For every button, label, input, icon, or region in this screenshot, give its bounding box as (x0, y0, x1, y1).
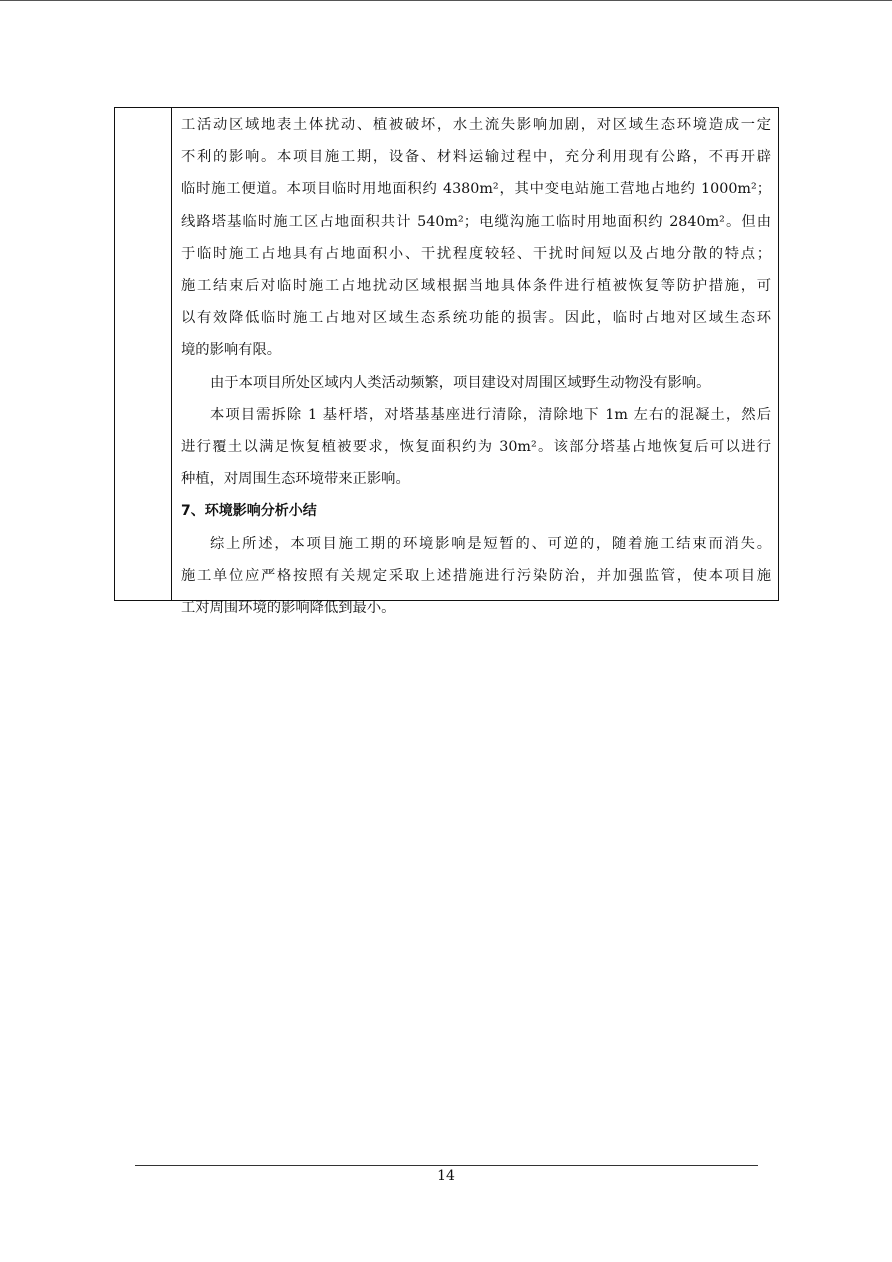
paragraph-line: 线路塔基临时施工区占地面积共计 540m²；电缆沟施工临时用地面积约 2840m²。但由 (181, 213, 771, 230)
paragraph-line: 临时施工便道。本项目临时用地面积约 4380m²，其中变电站施工营地占地约 1000m²； (181, 181, 771, 198)
table-label-column (115, 108, 172, 600)
summary-line: 综上所述，本项目施工期的环境影响是短暂的、可逆的，随着施工结束而消失。 (210, 535, 771, 552)
top-edge-rule (0, 0, 892, 1)
paragraph-line: 施工结束后对临时施工占地扰动区域根据当地具体条件进行植被恢复等防护措施，可 (181, 278, 771, 295)
summary-line: 工对周围环境的影响降低到最小。 (181, 600, 396, 617)
footer-rule (135, 1165, 758, 1166)
paragraph-line: 由于本项目所处区域内人类活动频繁，项目建设对周围区域野生动物没有影响。 (210, 374, 711, 391)
paragraph-line: 进行覆土以满足恢复植被要求，恢复面积约为 30m²。该部分塔基占地恢复后可以进行 (181, 439, 771, 456)
content-table (114, 107, 779, 617)
paragraph-line: 以有效降低临时施工占地对区域生态系统功能的损害。因此，临时占地对区域生态环 (181, 310, 771, 327)
paragraph-line: 境的影响有限。 (181, 342, 282, 359)
paragraph-line: 不利的影响。本项目施工期，设备、材料运输过程中，充分利用现有公路，不再开辟 (181, 149, 771, 166)
summary-line: 施工单位应严格按照有关规定采取上述措施进行污染防治，并加强监管，使本项目施 (181, 567, 771, 584)
paragraph-line: 本项目需拆除 1 基杆塔，对塔基基座进行清除，清除地下 1m 左右的混凝土，然后 (210, 406, 771, 423)
page-number: 14 (437, 1168, 455, 1184)
paragraph-line: 于临时施工占地具有占地面积小、干扰程度较轻、干扰时间短以及占地分散的特点； (181, 245, 771, 262)
section-heading: 7、环境影响分析小结 (181, 503, 317, 520)
table-content-cell (172, 108, 778, 617)
paragraph-line: 工活动区域地表土体扰动、植被破坏，水土流失影响加剧，对区域生态环境造成一定 (181, 117, 771, 133)
paragraph-line: 种植，对周围生态环境带来正影响。 (181, 471, 410, 488)
